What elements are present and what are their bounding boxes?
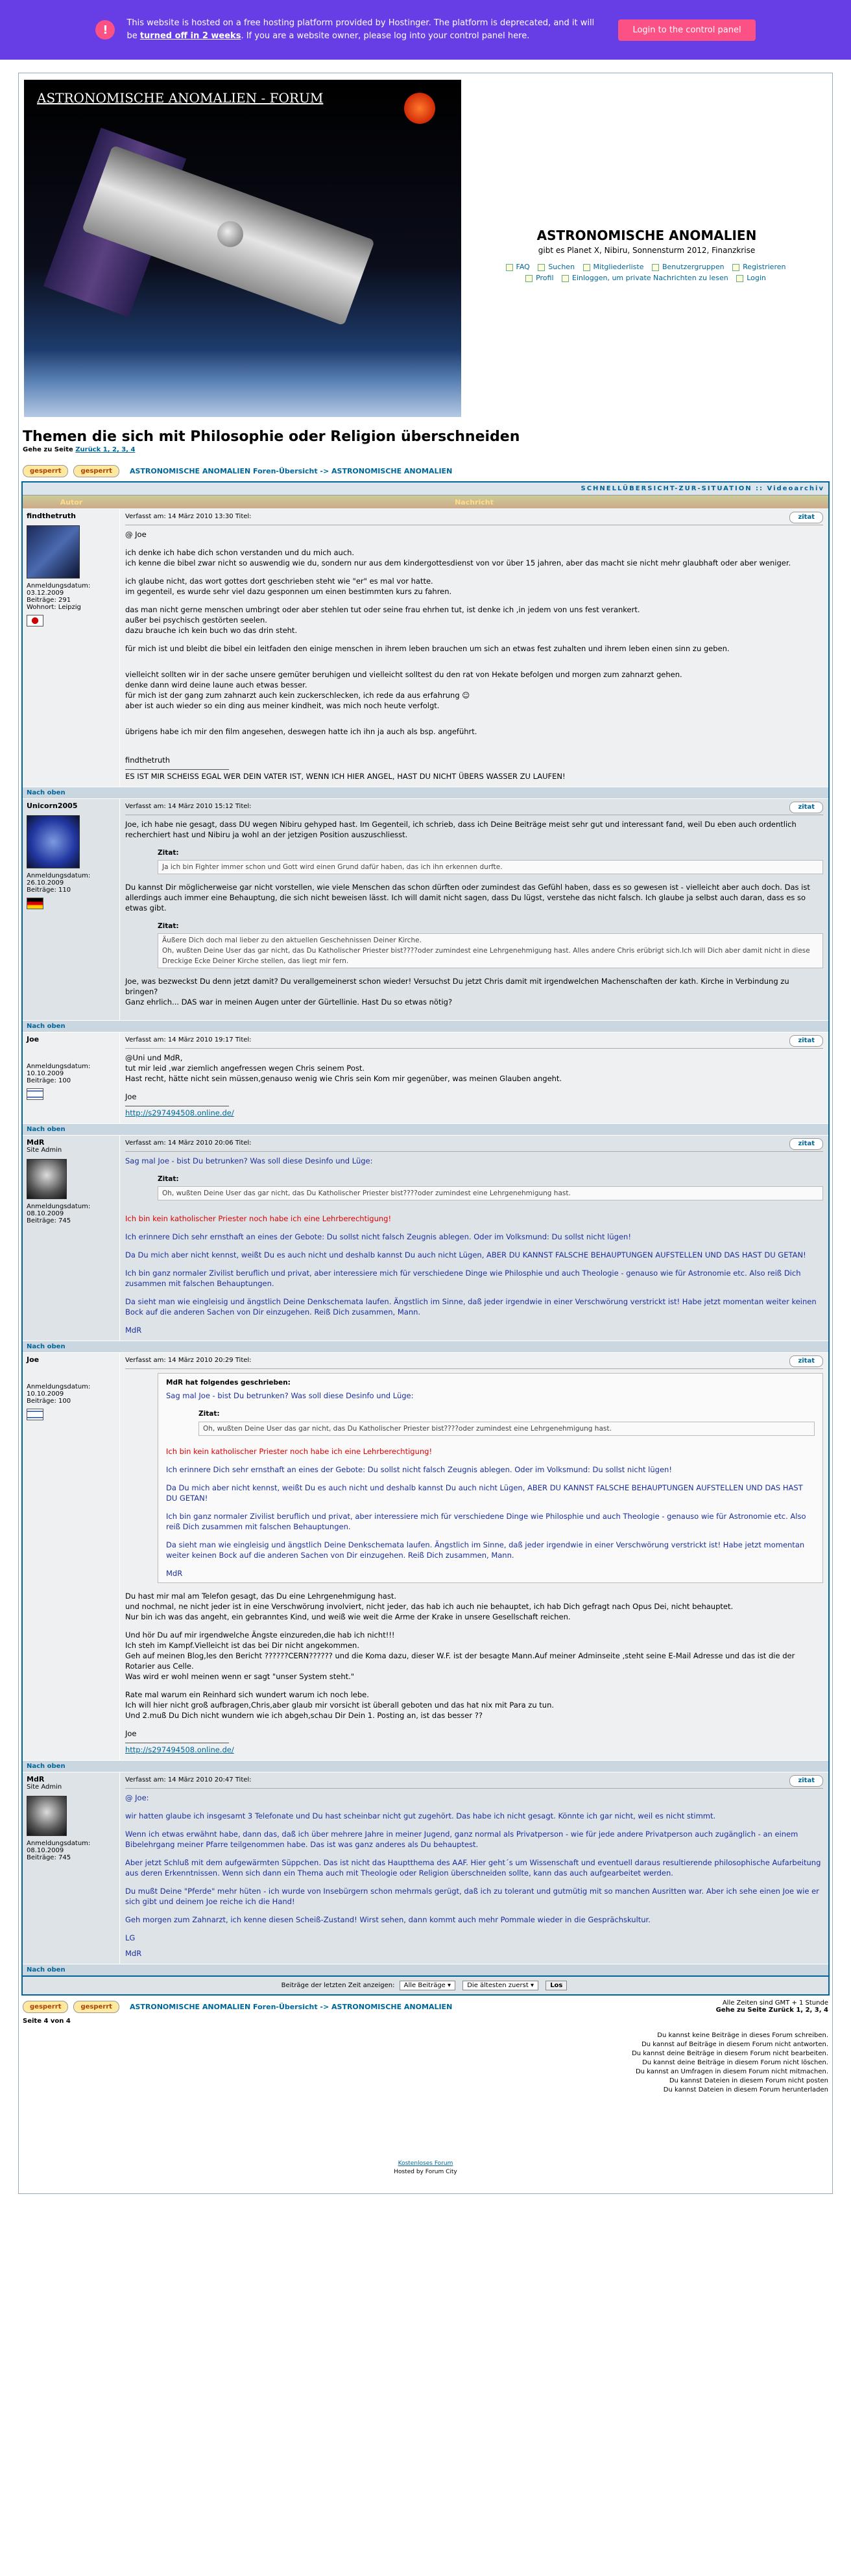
post-text: Wenn ich etwas erwähnt habe, dann das, daß ich über mehrere Jahre in meiner Jugend, ganz normal als Privatperson - wie für jede andere Privatperson auch zugänglich - an einem Bibelehrgang meiner Pfarre teilgenommen habe. Das ist was ganz anderes als Du behauptest.: [125, 1830, 798, 1849]
avatar: [27, 525, 80, 578]
menu-usergroups[interactable]: Benutzergruppen: [652, 263, 726, 271]
author-rank: Site Admin: [27, 1147, 62, 1154]
menu-faq[interactable]: FAQ: [506, 263, 532, 271]
quote-text: Ich bin kein katholischer Priester noch habe ich eine Lehrberechtigung!: [166, 1447, 433, 1456]
moon-graphic: [217, 221, 243, 247]
author-info: Anmeldungsdatum: 03.12.2009 Beiträge: 291 Wohnort: Leipzig: [27, 582, 91, 611]
post-body: [120, 509, 828, 787]
post: [23, 1135, 828, 1341]
post-text: Du hast mir mal am Telefon gesagt, das Du eine Lehrgenehmigung hast. und nochmal, ne nicht jeder ist in eine Verschwörung involviert, nicht jeder, das hab ich auch nie behauptet, ich hab Dich gefragt nach Opus Dei, nicht behauptet. Nur bin ich was das angeht, ein gebranntes Kind, und weiß wie weit die Arme der Krake in unsere Gesellschaft reichen.: [125, 1592, 734, 1621]
post-date: Verfasst am: 14 März 2010 20:47 Titel:: [125, 1776, 252, 1783]
forum-header: [21, 77, 830, 421]
author-name[interactable]: Joe: [27, 1355, 40, 1364]
message-icon: [562, 275, 569, 282]
post-text: Da sieht man wie eingleisig und ängstlich Deine Denkschemata laufen. Ängstlich im Sinne, daß jeder irgendwie in einer Verschwörung verstrickt ist! Habe jetzt momentan weiter keinen Bock auf die anderen Sachen von Dir einzugehen. Reiß Dich zusammen, Mann.: [125, 1297, 817, 1317]
post-text: Du kannst Dir möglicherweise gar nicht vorstellen, wie viele Menschen das schon dürften oder zumindest das Gefühl haben, dass es so gewesen ist - vielleicht aber auch doch. Das ist allerdings auch immer eine Behauptung, die sich nicht beweisen lässt. Ich will damit nicht sagen, dass Du lügst, verstehe das nicht falsch. Ich glaube ja selbst auch daran, dass es so etwas gibt.: [125, 883, 810, 912]
quote-block: [158, 921, 823, 968]
menu-login[interactable]: Login: [736, 274, 768, 282]
quote-text: Ich erinnere Dich sehr ernsthaft an eines der Gebote: Du sollst nicht falsch Zeugnis ablegen. Oder im Volksmund: Du sollst nicht lügen!: [166, 1465, 672, 1474]
posts-table: [21, 481, 830, 1996]
locked-new-topic-button[interactable]: gesperrt: [23, 465, 68, 477]
post-signature-name: MdR: [125, 1949, 142, 1958]
display-options-bar: [23, 1975, 828, 1994]
nested-quote: [198, 1409, 815, 1436]
post-date: Verfasst am: 14 März 2010 20:29 Titel:: [125, 1357, 252, 1364]
quote-text: Da sieht man wie eingleisig und ängstlich Deine Denkschemata laufen. Ängstlich im Sinne, daß jeder irgendwie in einer Verschwörung verstrickt ist! Habe jetzt momentan weiter keinen Bock auf die anderen Sachen von Dir einzugehen. Reiß Dich zusammen, Mann.: [166, 1540, 805, 1560]
quote-text: Ich bin ganz normaler Zivilist beruflich und privat, aber interessiere mich für verschiedene Dinge wie Philosphie und auch Theologie - genauso wie für Astronomie etc. Also reiß Dich zusammen mit falschen Behauptungen.: [166, 1512, 806, 1531]
timezone-note: Alle Zeiten sind GMT + 1 Stunde: [722, 1999, 828, 2007]
post-date: Verfasst am: 14 März 2010 15:12 Titel:: [125, 803, 252, 810]
post-body: [120, 1772, 828, 1964]
quote-text: Da Du mich aber nicht kennst, weißt Du es auch nicht und deshalb kannst Du auch nicht Lügen, ABER DU KANNST FALSCHE BEHAUPTUNGEN AUFSTELLEN UND DAS HAST DU GETAN!: [166, 1483, 803, 1503]
hosted-by-note[interactable]: Hosted by Forum City: [394, 2169, 457, 2175]
post-author: [23, 509, 120, 787]
breadcrumb[interactable]: ASTRONOMISCHE ANOMALIEN Foren-Übersicht -> ASTRONOMISCHE ANOMALIEN: [129, 467, 453, 475]
post-text: @Uni und MdR, tut mir leid ,war ziemlich angefressen wegen Chris seinem Post. Hast recht, hätte nicht sein müssen,genauso wenig wie Chris sein Kom mir gegenüber, was meinen Glauben angeht.: [125, 1053, 562, 1083]
post-text: Aber jetzt Schluß mit dem aufgewärmten Süppchen. Das ist nicht das Hauptthema des AAF. Hier geht´s um Wissenschaft und eventuell daraus resultierende philosophische Aufarbeitung aus deren Erkenntnissen. Wenn sich dann ein Thema auch mit Theologie oder Religion überschneiden sollte, kann das auch aufgearbeitet werden.: [125, 1858, 821, 1878]
quote-label: Zitat:: [158, 922, 179, 930]
signature: ES IST MIR SCHEISS EGAL WER DEIN VATER IST, WENN ICH HIER ANGEL, HAST DU NICHT ÜBERS WASSER ZU LAUFEN!: [125, 772, 566, 781]
japan-flag-icon: [27, 615, 43, 626]
author-info: Anmeldungsdatum: 08.10.2009 Beiträge: 745: [27, 1203, 91, 1224]
post: [23, 798, 828, 1020]
post-text: ich glaube nicht, das wort gottes dort geschrieben steht wie "er" es mal vor hatte. im gegenteil, es wurde sehr viel dazu gesponnen um einen bestimmten kurs zu fahren.: [125, 577, 452, 596]
back-to-top-link[interactable]: Nach oben: [23, 1123, 828, 1135]
quote-button[interactable]: zitat: [789, 512, 823, 523]
signature-divider: [125, 1106, 229, 1108]
post-signature-name: MdR: [125, 1326, 142, 1335]
locked-reply-button[interactable]: gesperrt: [73, 2001, 119, 2013]
quote-text: Oh, wußten Deine User das gar nicht, das Du Katholischer Priester bist????oder zumindest eine Lehrgenehmigung hast.: [158, 1186, 823, 1200]
post-text: Joe, was bezweckst Du denn jetzt damit? Du verallgemeinerst schon wieder! Versuchst Du jetzt Chris damit mit irgendwelchen Machenschaften der kath. Kirche in Verbindung zu bringen? Ganz ehrlich... DAS war in meinen Augen unter der Gürtellinie. Hast Du so etwas nötig?: [125, 977, 789, 1007]
signature-divider: [125, 1743, 229, 1745]
profile-icon: [525, 275, 533, 282]
quote-block: [158, 848, 823, 874]
back-to-top-link[interactable]: Nach oben: [23, 1964, 828, 1975]
post-author: [23, 1353, 120, 1760]
warning-icon: !: [95, 20, 115, 40]
post-body: [120, 1136, 828, 1341]
post-body: [120, 1353, 828, 1760]
post: [23, 1352, 828, 1760]
go-button[interactable]: Los: [545, 1981, 567, 1990]
menu-profile[interactable]: Profil: [525, 274, 555, 282]
groups-icon: [652, 264, 659, 271]
quote-button[interactable]: zitat: [789, 1138, 823, 1150]
header-menu: [504, 261, 790, 283]
post-text: vielleicht sollten wir in der sache unsere gemüter beruhigen und vielleicht solltest du den rat von Hekate befolgen und morgen zum zahnarzt gehen. denke dann wird deine laune auch etwas besser. für mich ist der gang zum zahnarzt auch kein zuckerschlecken, ich rede da aus erfahrung ☺ aber ist auch wieder so ein ding aus meiner kindheit, was mich noch heute verfolgt.: [125, 670, 682, 710]
author-name[interactable]: MdR: [27, 1138, 45, 1147]
post-text: findthetruth: [125, 756, 171, 765]
menu-memberlist[interactable]: Mitgliederliste: [583, 263, 646, 271]
quote-text: Ja ich bin Fighter immer schon und Gott wird einen Grund dafür haben, das ich ihn erkennen durfte.: [158, 860, 823, 874]
post-text: Joe, ich habe nie gesagt, dass DU wegen Nibiru gehyped hast. Im Gegenteil, ich schrieb, dass ich Deine Beiträge meist sehr gut und interessant fand, weil Du eben auch ordentlich recherchiert hast und Nibiru ja wohl an der jetzigen Position auszuschliesst.: [125, 820, 797, 839]
quote-text: Äußere Dich doch mal lieber zu den aktuellen Geschehnissen Deiner Kirche. Oh, wußten Deine User das gar nicht, das Du Katholischer Priester bist????oder zumindest eine Lehrgenehmigung hast. Alles andere Chris erübrigt sich.Ich will Dich aber damit nicht in diese Dreckige Ecke Deiner Kirche stellen, das liegt mir fern.: [158, 933, 823, 968]
quote-text: Sag mal Joe - bist Du betrunken? Was soll diese Desinfo und Lüge:: [166, 1391, 414, 1400]
site-description: gibt es Planet X, Nibiru, Sonnensturm 2012, Finanzkrise: [538, 246, 756, 255]
action-bar-bottom: [23, 1999, 828, 2014]
post-text: für mich ist und bleibt die bibel ein leitfaden den einige menschen in ihrem leben brauchen um sich an etwas fest zuhalten und ihrem leben einen sinn zu geben.: [125, 644, 730, 653]
post-text: LG: [125, 1933, 136, 1942]
back-to-top-link[interactable]: Nach oben: [23, 787, 828, 798]
author-info: Anmeldungsdatum: 26.10.2009 Beiträge: 110: [27, 872, 91, 894]
quote-label: Zitat:: [158, 1175, 179, 1183]
goto-page: Gehe zu Seite Zurück 1, 2, 3, 4: [23, 446, 136, 453]
locked-reply-button[interactable]: gesperrt: [73, 465, 119, 477]
post-text: Du mußt Deine "Pferde" mehr hüten - ich wurde von Insebürgern schon mehrmals gerügt, daß ich zu tolerant und gutmütig mit so manchen Ausritten war. Aber ich sehe einen Joe wie er sich gibt und deinem Joe reiche ich die Hand!: [125, 1887, 819, 1906]
post: [23, 1032, 828, 1123]
post-text: Sag mal Joe - bist Du betrunken? Was soll diese Desinfo und Lüge:: [125, 1156, 373, 1165]
quote-button[interactable]: zitat: [789, 1355, 823, 1367]
time-range-select[interactable]: Alle Beiträge ▾: [400, 1981, 455, 1990]
search-icon: [538, 264, 545, 271]
post-body: [120, 1032, 828, 1123]
quote-button[interactable]: zitat: [789, 802, 823, 813]
author-name[interactable]: MdR: [27, 1775, 45, 1783]
quote-author-label: MdR hat folgendes geschrieben:: [166, 1379, 291, 1387]
post-date: Verfasst am: 14 März 2010 20:06 Titel:: [125, 1139, 252, 1147]
message-column-header: Nachricht: [455, 497, 494, 507]
post-body: [120, 799, 828, 1020]
menu-private-messages[interactable]: Einloggen, um private Nachrichten zu lesen: [562, 274, 730, 282]
action-bar: [23, 465, 828, 477]
author-name[interactable]: Joe: [27, 1035, 40, 1044]
post-text: Ich erinnere Dich sehr ernsthaft an eines der Gebote: Du sollst nicht falsch Zeugnis ablegen. Oder im Volksmund: Du sollst nicht lügen!: [125, 1232, 631, 1241]
post-author: [23, 1032, 120, 1123]
post-text: Und hör Du auf mir irgendwelche Ängste einzureden,die hab ich nicht!!! Ich steh im Kampf.Vielleicht ist das bei Dir nicht angekommen. Geh auf meinen Blog,les den Bericht ??????CERN?????? und die Koma dazu, dieser W.F. ist der besagte Mann.Auf meiner Adminseite ,steht seine E-Mail Adresse und das ist die der Rotarier aus Celle. Was wird er wohl meinen wenn er sagt "unser System steht.": [125, 1630, 795, 1681]
post-date: Verfasst am: 14 März 2010 13:30 Titel:: [125, 513, 252, 520]
banner-message: This website is hosted on a free hosting platform provided by Hostinger. The platform is deprecated, and it will be turned off in 2 weeks. If you are a website owner, please log into your control panel here.: [126, 18, 595, 41]
topic-title[interactable]: Themen die sich mit Philosophie oder Religion überschneiden: [23, 429, 520, 445]
permission-line: Du kannst auf Beiträge in diesem Forum nicht antworten.: [641, 2041, 828, 2048]
menu-search[interactable]: Suchen: [538, 263, 577, 271]
author-name[interactable]: findthetruth: [27, 512, 77, 520]
goto-page-bottom[interactable]: Gehe zu Seite Zurück 1, 2, 3, 4: [715, 2007, 828, 2014]
quote-text: Oh, wußten Deine User das gar nicht, das Du Katholischer Priester bist????oder zumindest eine Lehrgenehmigung hast.: [198, 1422, 815, 1436]
page-indicator: Seite 4 von 4: [23, 2018, 71, 2025]
site-title: ASTRONOMISCHE ANOMALIEN: [536, 228, 757, 243]
back-to-top-link[interactable]: Nach oben: [23, 1760, 828, 1772]
post-text: ich denke ich habe dich schon verstanden und du mich auch. ich kenne die bibel zwar nicht so auswendig wie du, sondern nur aus dem kindergottesdienst von vor über 15 jahren, aber das macht sie nicht mehr glaubhaft oder aber weniger.: [125, 548, 791, 567]
red-sun-graphic: [404, 93, 435, 124]
login-icon: [736, 275, 743, 282]
post-author: [23, 1136, 120, 1341]
goto-page-links[interactable]: Zurück 1, 2, 3, 4: [75, 446, 136, 453]
back-to-top-link[interactable]: Nach oben: [23, 1341, 828, 1352]
post-text: übrigens habe ich mir den film angesehen, deswegen hatte ich ihn ja auch als bsp. angeführt.: [125, 727, 477, 736]
forum-container: [18, 73, 833, 2194]
table-header: [23, 495, 828, 508]
post-text: Geh morgen zum Zahnarzt, ich kenne diesen Scheiß-Zustand! Wirst sehen, dann kommt auch mehr Pommale wieder in die Gesprächskultur.: [125, 1915, 651, 1924]
post-text: @ Joe:: [125, 1793, 149, 1802]
forum-permissions: [23, 2031, 828, 2095]
login-control-panel-button[interactable]: Login to the control panel: [618, 19, 755, 41]
signature-link[interactable]: http://s297494508.online.de/: [125, 1108, 234, 1117]
author-info: Anmeldungsdatum: 10.10.2009 Beiträge: 100: [27, 1383, 91, 1405]
quote-block: [158, 1174, 823, 1200]
faq-icon: [506, 264, 513, 271]
germany-flag-icon: [27, 898, 43, 909]
permission-line: Du kannst an Umfragen in diesem Forum nicht mitmachen.: [635, 2068, 828, 2075]
quote-label: Zitat:: [198, 1410, 220, 1418]
forum-logo[interactable]: [24, 80, 461, 417]
post: [23, 508, 828, 787]
author-rank: Site Admin: [27, 1783, 62, 1791]
author-column-header: Autor: [60, 497, 83, 507]
post-signature-name: Joe: [125, 1729, 137, 1738]
quick-overview-bar[interactable]: SCHNELLÜBERSICHT-ZUR-SITUATION :: Videoarchiv: [23, 483, 828, 495]
quote-button[interactable]: zitat: [789, 1775, 823, 1787]
breadcrumb[interactable]: ASTRONOMISCHE ANOMALIEN Foren-Übersicht -> ASTRONOMISCHE ANOMALIEN: [129, 2002, 453, 2011]
hosting-banner: [0, 0, 851, 60]
permission-line: Du kannst deine Beiträge in diesem Forum nicht löschen.: [642, 2059, 828, 2066]
permission-line: Du kannst deine Beiträge in diesem Forum nicht bearbeiten.: [632, 2050, 828, 2057]
locked-new-topic-button[interactable]: gesperrt: [23, 2001, 68, 2013]
post-text: Rate mal warum ein Reinhard sich wundert warum ich noch lebe. Ich will hier nicht groß aufbragen,Chris,aber glaub mir vorsicht ist überall geboten und das hat nix mit Para zu tun. Und 2.muß Du Dich nicht wundern wie ich abgeh,schau Dir Dein 1. Posting an, ist das besser ??: [125, 1690, 555, 1720]
post-signature-name: Joe: [125, 1092, 137, 1101]
avatar: [27, 1796, 67, 1836]
permission-line: Du kannst Dateien in diesem Forum herunterladen: [663, 2086, 828, 2093]
members-icon: [583, 264, 590, 271]
back-to-top-link[interactable]: Nach oben: [23, 1020, 828, 1032]
quote-block: [158, 1373, 823, 1583]
display-options-label: Beiträge der letzten Zeit anzeigen:: [281, 1982, 395, 1989]
author-info: Anmeldungsdatum: 10.10.2009 Beiträge: 100: [27, 1063, 91, 1084]
quote-button[interactable]: zitat: [789, 1035, 823, 1047]
post-text: das man nicht gerne menschen umbringt oder aber stehlen tut oder seine frau ehrhen tut, ist denke ich ,in jedem von uns fest verankert. außer bei psychisch gestörten seelen. dazu brauche ich kein buch wo das drin steht.: [125, 605, 640, 635]
page-footer: [21, 2160, 830, 2176]
post-text: @ Joe: [125, 530, 147, 539]
post-text: wir hatten glaube ich insgesamt 3 Telefonate und Du hast scheinbar nicht gut zugehört. Das habe ich nicht gesagt. Könnte ich gar nicht, weil es nicht stimmt.: [125, 1811, 716, 1820]
timezone-and-pages: [716, 1999, 828, 2014]
author-info: Anmeldungsdatum: 08.10.2009 Beiträge: 745: [27, 1840, 91, 1861]
post-author: [23, 1772, 120, 1964]
register-icon: [732, 264, 739, 271]
post-text: Ich bin kein katholischer Priester noch habe ich eine Lehrberechtigung!: [125, 1214, 392, 1223]
avatar: [27, 815, 80, 868]
permission-line: Du kannst keine Beiträge in dieses Forum schreiben.: [657, 2032, 828, 2039]
israel-flag-icon: [27, 1088, 43, 1100]
post-text: Ich bin ganz normaler Zivilist beruflich und privat, aber interessiere mich für verschiedene Dinge wie Philosphie und auch Theologie - genauso wie für Astronomie etc. Also reiß Dich zusammen mit falschen Behauptungen.: [125, 1269, 801, 1288]
author-name[interactable]: Unicorn2005: [27, 802, 78, 810]
signature-link[interactable]: http://s297494508.online.de/: [125, 1745, 234, 1754]
quote-label: Zitat:: [158, 849, 179, 857]
sort-order-select[interactable]: Die ältesten zuerst ▾: [462, 1981, 538, 1990]
post-text: Da Du mich aber nicht kennst, weißt Du es auch nicht und deshalb kannst Du auch nicht Lügen, ABER DU KANNST FALSCHE BEHAUPTUNGEN AUFSTELLEN UND DAS HAST DU GETAN!: [125, 1250, 806, 1259]
permission-line: Du kannst Dateien in diesem Forum nicht posten: [669, 2077, 828, 2084]
israel-flag-icon: [27, 1409, 43, 1420]
avatar: [27, 1159, 67, 1199]
post-author: [23, 799, 120, 1020]
free-forum-link[interactable]: Kostenloses Forum: [398, 2160, 453, 2167]
quote-signature: MdR: [166, 1569, 183, 1578]
post-date: Verfasst am: 14 März 2010 19:17 Titel:: [125, 1036, 252, 1044]
post: [23, 1772, 828, 1964]
menu-register[interactable]: Registrieren: [732, 263, 787, 271]
logo-title: ASTRONOMISCHE ANOMALIEN - FORUM: [37, 90, 324, 106]
